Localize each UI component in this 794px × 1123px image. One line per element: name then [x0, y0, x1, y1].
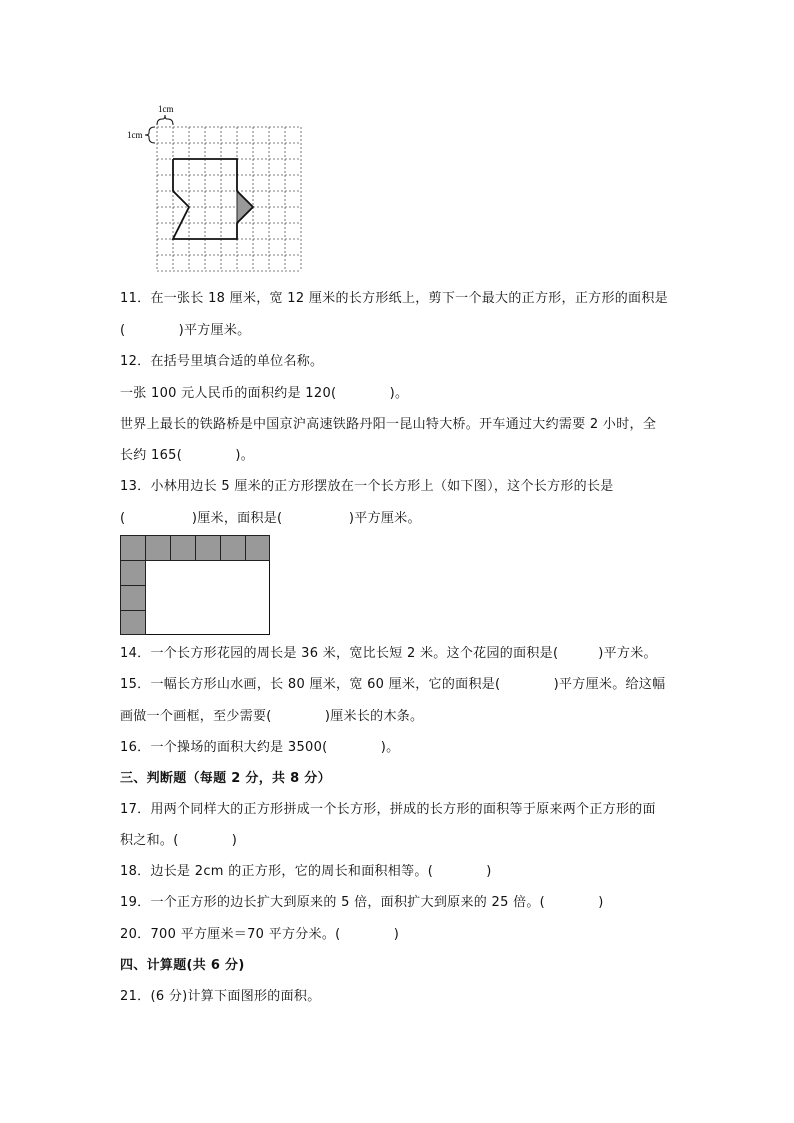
q12-line-2: 世界上最长的铁路桥是中国京沪高速铁路丹阳一昆山特大桥。开车通过大约需要 2 小时，全	[120, 417, 657, 432]
top-brace-icon	[157, 115, 173, 125]
q17-line-2: 积之和。( )	[120, 833, 238, 848]
q11-line-2: ( )平方厘米。	[120, 323, 251, 338]
q18-line-1: 18．边长是 2cm 的正方形，它的周长和面积相等。( )	[120, 864, 492, 879]
q16-line-1: 16．一个操场的面积大约是 3500( )。	[120, 740, 400, 755]
q12-line-3: 长约 165( )。	[120, 448, 254, 463]
squares-rectangle-figure	[120, 535, 272, 636]
q13-line-2: ( )厘米，面积是( )平方厘米。	[120, 511, 421, 526]
q19-line-1: 19．一个正方形的边长扩大到原来的 5 倍，面积扩大到原来的 25 倍。( )	[120, 895, 604, 910]
grid-lines	[157, 127, 301, 271]
shaded-triangle	[237, 191, 253, 223]
q17-line-1: 17．用两个同样大的正方形拼成一个长方形，拼成的长方形的面积等于原来两个正方形的面	[120, 802, 656, 817]
q12-line-1: 一张 100 元人民币的面积约是 120( )。	[120, 386, 409, 401]
unit-label-left: 1cm	[127, 130, 143, 140]
q15-line-2: 画做一个画框，至少需要( )厘米长的木条。	[120, 709, 424, 724]
q12-title: 12．在括号里填合适的单位名称。	[120, 354, 324, 369]
q11-line-1: 11．在一张长 18 厘米，宽 12 厘米的长方形纸上，剪下一个最大的正方形，正方形的面积是	[120, 291, 668, 306]
q21-line-1: 21．(6 分)计算下面图形的面积。	[120, 989, 321, 1004]
grid-figure	[118, 100, 308, 280]
q14-line-1: 14．一个长方形花园的周长是 36 米，宽比长短 2 米。这个花园的面积是( )平方米。	[120, 646, 657, 661]
q15-line-1: 15．一幅长方形山水画，长 80 厘米，宽 60 厘米，它的面积是( )平方厘米。给这幅	[120, 677, 666, 692]
q20-line-1: 20．700 平方厘米＝70 平方分米。( )	[120, 927, 400, 942]
section-3-title: 三、判断题（每题 2 分，共 8 分）	[120, 771, 331, 786]
unit-label-top: 1cm	[158, 104, 174, 114]
section-4-title: 四、计算题(共 6 分)	[120, 958, 245, 973]
left-brace-icon	[145, 127, 155, 143]
q13-line-1: 13．小林用边长 5 厘米的正方形摆放在一个长方形上（如下图），这个长方形的长是	[120, 479, 614, 494]
